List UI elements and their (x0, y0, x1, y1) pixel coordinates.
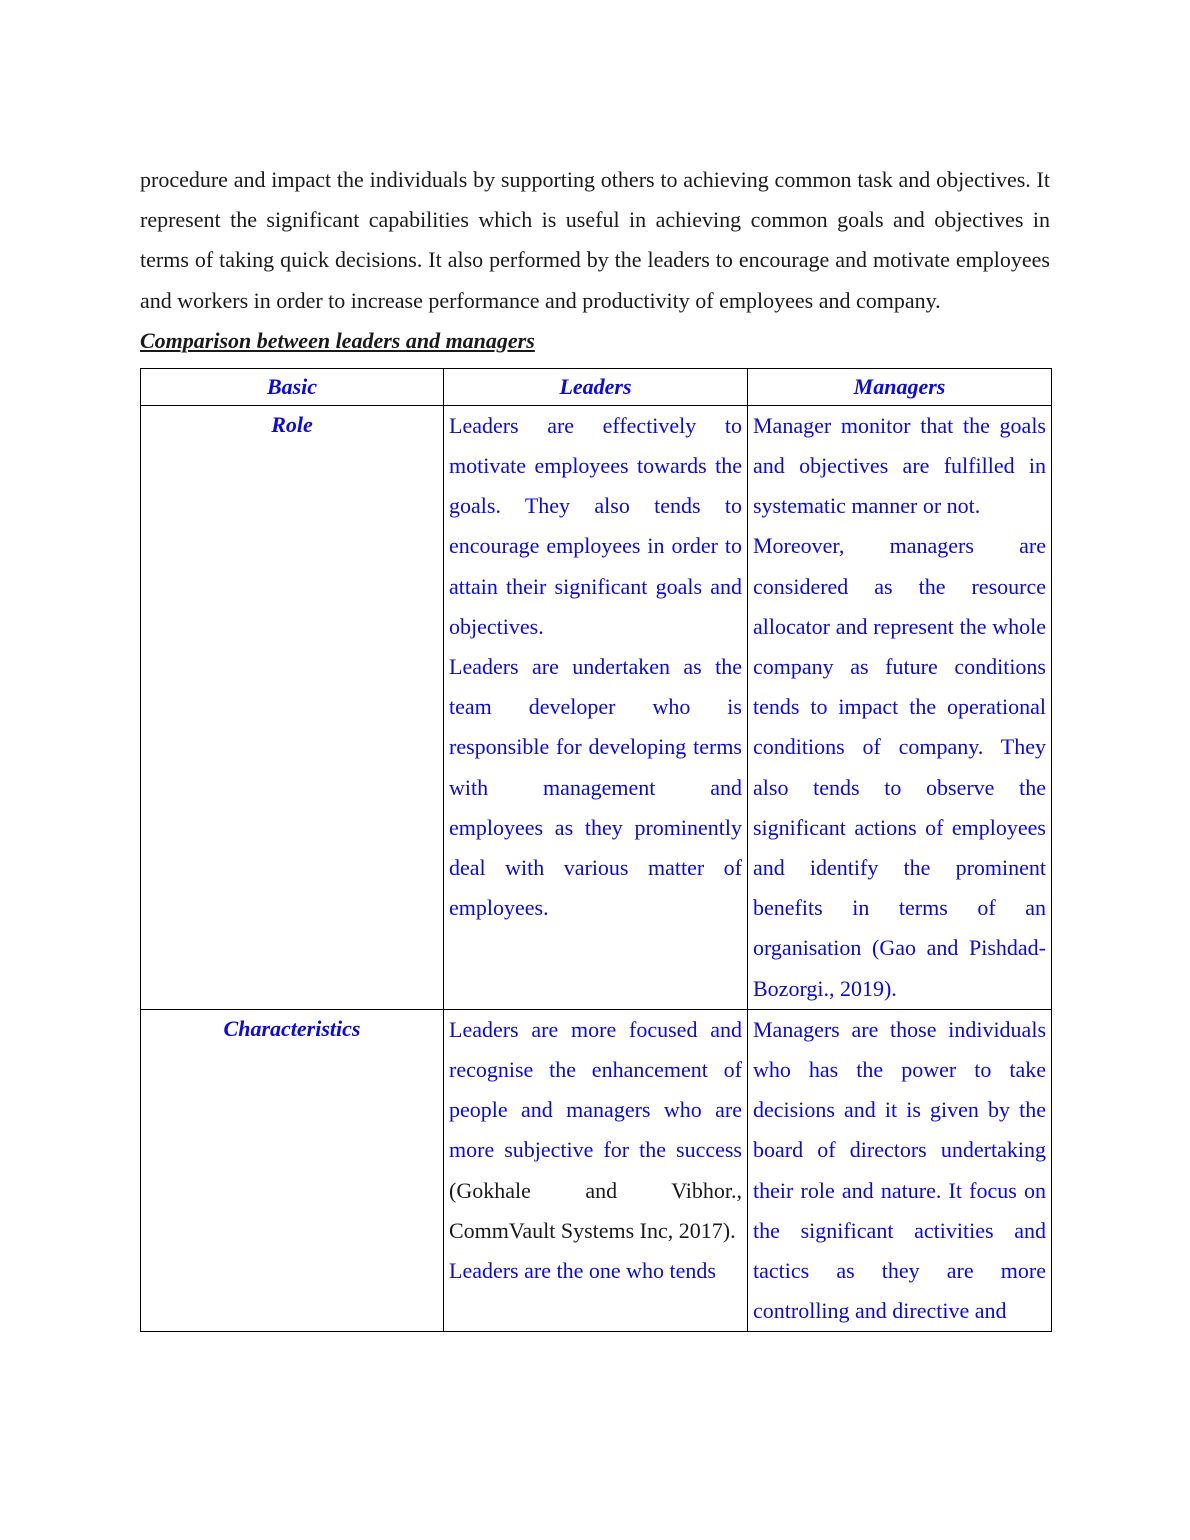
characteristics-leaders-p2: Leaders are the one who tends (449, 1258, 716, 1284)
role-managers-p2: Moreover, managers are considered as the resource allocator and represent the whole company as future conditions tends to impact the operational conditions of company. They also tends to observe the significant actions of employees and identify the prominent benefits in terms of an organisation (Gao and Pishdad-Bozorgi., 2019). (753, 533, 1046, 1001)
row-characteristics-leaders (444, 1009, 748, 1332)
row-basic-characteristics: Characteristics (141, 1009, 444, 1332)
role-leaders-p1: Leaders are effectively to motivate employees towards the goals. They also tends to encourage employees in order to attain their significant goals and objectives. (449, 412, 742, 639)
characteristics-leaders-citation: (Gokhale and Vibhor., CommVault Systems Inc, 2017). (449, 1177, 742, 1243)
header-basic: Basic (141, 368, 444, 405)
section-heading: Comparison between leaders and managers (140, 327, 535, 353)
role-managers-p1: Manager monitor that the goals and objectives are fulfilled in systematic manner or not. (753, 412, 1046, 519)
role-leaders-p2: Leaders are undertaken as the team developer who is responsible for developing terms with management and employees as they prominently deal with various matter of employees. (449, 654, 742, 921)
row-characteristics-managers (748, 1009, 1052, 1332)
row-role-leaders (444, 405, 748, 1009)
row-role-managers (748, 405, 1052, 1009)
characteristics-leaders-main: Leaders are more focused and recognise the enhancement of people and managers who are more subjective for the success (449, 1016, 742, 1163)
document-page (140, 160, 1050, 1332)
intro-paragraph: procedure and impact the individuals by supporting others to achieving common task and objectives. It represent the significant capabilities which is useful in achieving common goals and objectives in terms of taking quick decisions. It also performed by the leaders to encourage and motivate employees and workers in order to increase performance and productivity of employees and company. (140, 167, 1050, 313)
header-managers: Managers (748, 368, 1052, 405)
header-leaders: Leaders (444, 368, 748, 405)
characteristics-leaders-p1 (449, 1010, 742, 1251)
table-row (141, 1009, 1052, 1332)
comparison-table (140, 368, 1052, 1333)
row-basic-role: Role (141, 405, 444, 1009)
characteristics-managers-p1: Managers are those individuals who has the power to take decisions and it is given by the board of directors undertaking their role and nature. It focus on the significant activities and tactics as they are more controlling and directive and (753, 1016, 1046, 1324)
table-header-row (141, 368, 1052, 405)
table-row (141, 405, 1052, 1009)
